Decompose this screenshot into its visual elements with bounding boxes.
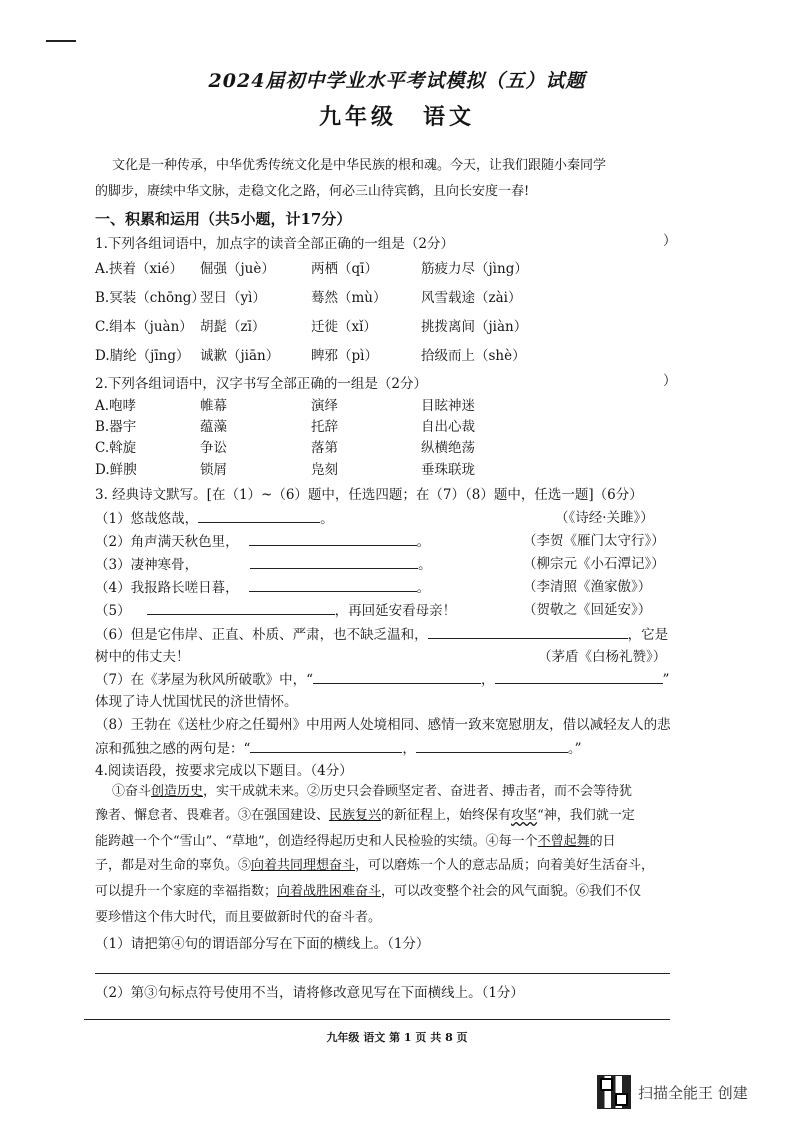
q4-para-line6: 要珍惜这个伟大时代，而且要做新时代的奋斗者。: [95, 910, 382, 925]
q4-p4-underline: 向着共同理想奋斗: [251, 858, 356, 873]
q1-option-c-2: 胡髭（zī）: [200, 319, 266, 335]
q2-answer-bracket: ）: [663, 373, 677, 389]
q3-item-5: [95, 602, 456, 619]
q2-option-c-1: C.斡旋: [95, 440, 137, 456]
q3-item-7-sep: ，: [481, 672, 495, 688]
q4-para-line2: [95, 808, 635, 824]
q1-option-d-2: 诚歉（jiān）: [200, 348, 280, 364]
q1-option-a-3: 两栖（qī）: [311, 261, 378, 277]
q3-item-8-blank-1[interactable]: [250, 740, 402, 753]
q3-item-5-source: （贺敬之《回延安》）: [523, 602, 652, 618]
q3-item-4-source: （李清照《渔家傲》）: [523, 579, 652, 595]
q3-item-7-line2: 体现了诗人忧国忧民的济世情怀。: [95, 694, 298, 710]
q3-item-2-text: 角声满天秋色里，: [130, 534, 239, 550]
q2-option-b-4: 自出心裁: [421, 419, 475, 435]
q4-p2-underline: 民族复兴: [329, 808, 382, 823]
q2-option-c-3: 落第: [311, 440, 338, 456]
q1-option-c-1: C.绢本（juàn）: [95, 319, 193, 335]
q3-item-5-text: ，再回延安看母亲！: [334, 603, 457, 619]
q4-sub2: （2）第③句标点符号使用不当，请将修改意见写在下面横线上。（1分）: [95, 985, 524, 1001]
q4-p5a: 可以提升一个家庭的幸福指数；: [95, 884, 278, 899]
q4-p5-underline: 向着战胜困难奋斗: [277, 884, 382, 899]
intro-line-1: 文化是一种传承，中华优秀传统文化是中华民族的根和魂。今天，让我们跟随小秦同学: [112, 158, 607, 173]
q2-option-b-1: B.器宇: [95, 419, 137, 435]
q2-option-d-2: 锁屑: [200, 462, 227, 478]
q1-option-b-2: 翌日（yì）: [200, 290, 266, 306]
q4-p3-underline: 不曾起舞: [537, 834, 590, 849]
q3-item-8-blank-2[interactable]: [416, 740, 568, 753]
q3-item-3-source: （柳宗元《小石潭记》）: [523, 556, 665, 572]
q4-sub1-answer-line[interactable]: [95, 973, 670, 974]
q3-item-7-line1: [95, 671, 669, 688]
corner-mark: [46, 40, 76, 42]
q3-item-8-end: 。”: [567, 741, 582, 757]
q4-stem: 4.阅读语段，按要求完成以下题目。（4分）: [95, 763, 353, 779]
q4-p5b: ，可以改变整个社会的风气面貌。⑥我们不仅: [381, 884, 642, 899]
q3-item-2-num: （2）: [95, 534, 131, 550]
q3-item-8-line1: （8）王勃在《送杜少府之任蜀州》中用两人处境相同、感情一致来宽慰朋友，借以减轻友人的悲: [95, 717, 671, 733]
q1-option-c-4: 挑拨离间（jiàn）: [421, 319, 528, 335]
q4-para-line1: [112, 784, 632, 800]
q3-item-2-blank[interactable]: [249, 533, 417, 546]
q2-option-b-3: 托辞: [311, 419, 338, 435]
q4-p4b: ，可以磨炼一个人的意志品质；向着美好生活奋斗，: [355, 858, 655, 873]
q4-para-line4: [95, 858, 654, 874]
q3-item-5-blank[interactable]: [147, 602, 335, 615]
q3-item-4: [95, 579, 430, 596]
q3-item-1-blank[interactable]: [198, 510, 320, 523]
q3-item-3-blank[interactable]: [250, 556, 418, 569]
q1-option-a-2: 倔强（juè）: [200, 261, 275, 277]
q2-stem: 2.下列各组词语中，汉字书写全部正确的一组是（2分）: [95, 376, 427, 392]
section-1-heading: 一、积累和运用（共5小题，计17分）: [95, 210, 352, 228]
q4-sub1: （1）请把第④句的谓语部分写在下面的横线上。（1分）: [95, 936, 430, 952]
q2-option-a-4: 目眩神迷: [421, 398, 475, 414]
q4-p1-underline: 创造历史: [151, 784, 204, 799]
q1-option-a-4: 筋疲力尽（jìng）: [421, 261, 528, 277]
q3-item-6-line2: 树中的伟丈夫！: [95, 649, 190, 665]
q3-item-3-text: 凄神寒骨，: [130, 557, 199, 573]
q3-item-7-close: ”: [662, 672, 670, 688]
q3-item-1-text: 悠哉悠哉，: [130, 511, 199, 527]
q2-option-d-3: 凫刻: [311, 462, 338, 478]
q1-stem: 1.下列各组词语中，加点字的读音全部正确的一组是（2分）: [95, 236, 454, 252]
q4-p2b: 的新征程上，始终保有: [381, 808, 512, 823]
q3-item-2-end: 。: [416, 534, 431, 550]
scanner-watermark: 扫描全能王 创建: [638, 1084, 748, 1102]
q1-option-c-3: 迁徙（xǐ）: [311, 319, 377, 335]
q1-option-b-4: 风雪载途（zài）: [421, 290, 522, 306]
intro-line-2: 的脚步，赓续中华文脉，走稳文化之路，何必三山待宾鹤，且向长安度一春!: [95, 184, 530, 199]
exam-title: 2024届初中学业水平考试模拟（五）试题: [208, 70, 586, 92]
q3-item-6-line1: [95, 626, 668, 643]
exam-subtitle: 九年级 语文: [318, 104, 475, 130]
q2-option-b-2: 蕴藻: [200, 419, 227, 435]
q2-option-d-1: D.鲜腴: [95, 462, 137, 478]
q1-option-a-1: A.挟着（xié）: [95, 261, 183, 277]
page-footer: 九年级 语文 第 1 页 共 8 页: [326, 1031, 468, 1044]
q3-item-8-text: 凉和孤独之感的两句是：“: [95, 741, 251, 757]
q3-item-6-source: （茅盾《白杨礼赞》）: [538, 649, 667, 665]
q2-option-a-2: 帷幕: [200, 398, 227, 414]
q3-item-5-num: （5）: [95, 603, 131, 619]
q3-item-2: [95, 533, 430, 550]
q4-p2: 豫者、懈怠者、畏难者。③在强国建设、: [95, 808, 330, 823]
q4-p2c: “: [537, 808, 544, 823]
q4-p1a: ①奋斗: [112, 784, 152, 799]
q1-answer-bracket: ）: [663, 233, 677, 249]
q4-p2-wavy: 攻坚: [511, 808, 538, 823]
q2-option-a-3: 演绎: [311, 398, 338, 414]
q4-p3b: 的日: [589, 834, 616, 849]
q3-item-4-num: （4）: [95, 580, 131, 596]
q3-item-1: [95, 510, 334, 527]
q3-item-6-blank[interactable]: [428, 626, 628, 639]
q3-item-2-source: （李贺《雁门太守行》）: [523, 533, 665, 549]
q3-item-8-line2: [95, 740, 582, 757]
q3-item-3-end: 。: [418, 557, 432, 573]
q2-option-c-2: 争讼: [200, 440, 227, 456]
q4-p1c: ，实干成就未来。②历史只会眷顾坚定者、奋进者、搏击者，而不会等待犹: [203, 784, 633, 799]
q1-option-d-4: 拾级而上（shè）: [421, 348, 526, 364]
q4-para-line5: [95, 884, 641, 900]
q4-p2d: 神，我们就一定: [543, 808, 635, 823]
q3-item-1-source: （《诗经·关雎》）: [555, 510, 654, 526]
q3-item-7-blank-2[interactable]: [495, 671, 663, 684]
q3-item-1-end: 。: [320, 511, 334, 527]
q3-item-7-text: （7）在《茅屋为秋风所破歌》中，“: [95, 672, 313, 688]
q3-item-1-num: （1）: [95, 511, 131, 527]
q1-option-b-1: B.冥装（chōng）: [95, 290, 205, 306]
q4-p3a: 能跨越一个个“雪山”、“草地”，创造经得起历史和人民检验的实绩。④每一个: [95, 834, 538, 849]
q3-item-3-num: （3）: [95, 557, 131, 573]
q1-option-b-3: 蓦然（mù）: [311, 290, 387, 306]
q3-item-6-text: （6）但是它伟岸、正直、朴质、严肃，也不缺乏温和，: [95, 627, 428, 643]
q1-option-d-1: D.腈纶（jīng）: [95, 348, 190, 364]
q3-stem: 3. 经典诗文默写。[在（1）~（6）题中，任选四题；在（7）（8）题中，任选一题]（6分）: [95, 487, 643, 503]
q3-item-7-blank-1[interactable]: [313, 671, 481, 684]
q4-sub2-answer-line[interactable]: [84, 1019, 670, 1020]
q3-item-3: [95, 556, 432, 573]
q4-p4a: 子，都是对生命的辜负。⑤: [95, 858, 252, 873]
q3-item-6-tail: ，它是: [627, 627, 669, 643]
q1-option-d-3: 睥邪（pì）: [311, 348, 378, 364]
q4-para-line3: [95, 834, 616, 850]
q2-option-a-1: A.咆哮: [95, 398, 137, 414]
q3-item-4-end: 。: [416, 580, 431, 596]
q2-option-d-4: 垂珠联珑: [421, 462, 475, 478]
q3-item-4-blank[interactable]: [249, 579, 417, 592]
q3-item-8-sep: ，: [402, 741, 416, 757]
q2-option-c-4: 纵横绝荡: [421, 440, 475, 456]
qr-code-icon: [597, 1075, 631, 1109]
q3-item-4-text: 我报路长嗟日暮，: [130, 580, 239, 596]
